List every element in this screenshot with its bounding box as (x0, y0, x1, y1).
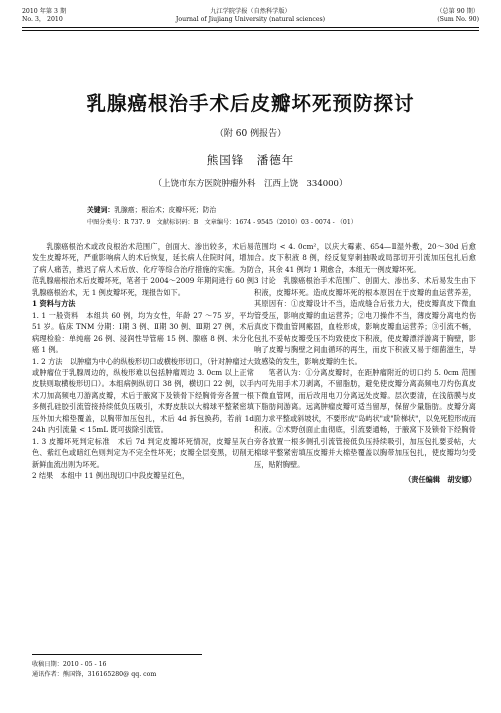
criteria-paragraph: 1. 3 皮瓣坏死判定标准 术后 7d 判定皮瓣坏死情况，皮瓣呈灰白色、紫红色或暗红色则判定为不完全性坏死；皮瓣全层变黑，切削无新鲜血流出则为坏死。 (32, 436, 254, 469)
issue-en: No. 3， 2010 (22, 16, 63, 23)
results-continued: 范围均 < 4. 0cm²，以庆大霉素、654—Ⅱ湿外敷，20～30d 后愈合。皮下积液 8 例，经反复穿刺抽吸或局部切开引流加压包扎后愈合，其余 41 例均 1 期愈合，本组无一例皮瓣坏死。 (254, 242, 476, 274)
journal-en: Journal of Jiujiang University (natural sciences) (175, 16, 326, 23)
journal-cn: 九江学院学报（自然科学版） (210, 8, 291, 15)
sum-en: (Sum No. 90) (437, 16, 479, 23)
intro-paragraph: 乳腺癌根治术或改良根治术范围广，创面大、渗出较多，术后易发生皮瓣坏死，严重影响病人的术后恢复，延长病人住院时间，增加了病人痛苦，推迟了病人术后放、化疗等综合治疗措施的实施。为防范乳腺癌根治术后皮瓣坏死，笔者于 2004～2009 年期间进行 60 例乳腺癌根治术，无 1 例皮瓣坏死，现报告如下。 (32, 242, 254, 297)
header-rule-thick (22, 27, 479, 28)
header-rule-thin (22, 30, 479, 31)
section-heading-methods: 1 资料与方法 (32, 299, 76, 309)
right-column (254, 241, 476, 486)
editor-note: （责任编辑 胡安娜） (404, 475, 476, 485)
keywords-label: 关键词： (87, 206, 115, 214)
article-title: 乳腺癌根治手术后皮瓣坏死预防探讨 (86, 92, 415, 115)
corresponding-author: 通讯作者：熊国锋，316165280@ qq. com (32, 671, 157, 678)
affiliation: （上饶市东方医院肿瘤外科 江西上饶 334000） (153, 179, 348, 189)
sum-cn: （总第 90 期） (436, 8, 479, 15)
received-date: 收稿日期：2010 - 05 - 16 (32, 661, 107, 668)
results-paragraph: 2 结果 本组中 11 例出现切口中段皮瓣呈红色， (32, 471, 190, 481)
keywords-text: 乳腺癌；根治术；皮瓣坏死；防治 (114, 206, 217, 214)
footnote-rule (32, 654, 202, 655)
sum-info (436, 8, 479, 24)
keywords-line (87, 206, 216, 215)
method-paragraph: 1. 2 方法 以肿瘤为中心的纵梭形切口或横梭形切口，（针对肿瘤过大或肿瘤位于乳腺周边的，纵梭形难以包括肿瘤周边 3. 0cm 以上正常皮肤则取横梭形切口）。本组病例纵切口 38 例，横切口 22 例，以手术刀加高频电刀游离皮瓣，术后于腋窝下及锁骨下经胸骨旁各置一根多侧孔硅胶引流管接持续低负压吸引，术野皮肤以大棉球平整紧密填压外加大棉垫覆盖，以胸带加压包扎，术后 4d 拆包换药，若前 1d 24h 内引流量 < 15mL 既可拔除引流管。 (32, 356, 254, 435)
issue-cn: 2010 年第 3 期 (22, 8, 67, 15)
discussion-paragraph: 3 讨论 乳腺癌根治手术范围广、创面大、渗出多、术后易发生由下积液，皮瓣坏死。造成皮瓣坏死的根本原因在于皮瓣的血运营养差，其原因有：①皮瓣设计不当，造成缝合后张力大，使皮瓣真皮下微血管受压，影响皮瓣的血运营养；②电刀操作不当，薄皮瓣分离电灼伤真皮下微血管网瘢固，血栓形成，影响皮瓣血运营养；③引流不畅，包扎不妥帖皮瓣受压不均致使皮下积液，使皮瓣漂浮游离于胸壁，影响了皮瓣与胸壁之间血循环的再生，而皮下积液又易于细菌滋生，导致感染的发生，影响皮瓣的生长。 (254, 276, 476, 366)
article-subtitle: （附 60 例报告） (214, 129, 287, 139)
journal-name (22, 8, 479, 24)
authors: 熊国锋 潘德年 (206, 153, 295, 167)
general-data-paragraph: 1. 1 一般资料 本组共 60 例，均为女性，年龄 27 ～75 岁，平均 51 岁。临床 TNM 分期：Ⅰ期 3 例、Ⅱ期 30 例、Ⅲ期 27 例，术后病理检验：单纯癌 26 例、浸润性导管癌 15 例、腺癌 8 例、未分化癌 1 例。 (32, 310, 254, 355)
left-column (32, 241, 254, 482)
classification-line: 中图分类号：R 737. 9 文献标识码：B 文章编号：1674 - 9545（2010）03 - 0074 - （01） (87, 219, 357, 226)
footnote (32, 660, 156, 680)
author-opinion-paragraph: 笔者认为：①分离皮瓣时，在距肿瘤附近的切口约 5. 0cm 范围内可先用手术刀剥离，不留脂肪，避免使皮瓣分离高频电刀灼伤真皮下微血管网，而后改用电刀分离远处皮瓣。层次要清，在浅筋膜与皮下脂肪间游离。远离肿瘤皮瓣可适当留厚，保留少量脂肪。皮瓣分离面力求平整或斜坡状，不要形成"岛屿状"或"阶梯状"，以免死腔形成而积液。②术野创面止血彻底，引流要通畅，于腋窝下及锁骨下经胸骨旁各放置一根多侧孔引流管接低负压持续吸引，加压包扎要妥帖，大棉球平整紧密填压皮瓣并大棉垫覆盖以胸带加压包扎，使皮瓣均匀受压，贴附胸壁。 (254, 367, 476, 469)
